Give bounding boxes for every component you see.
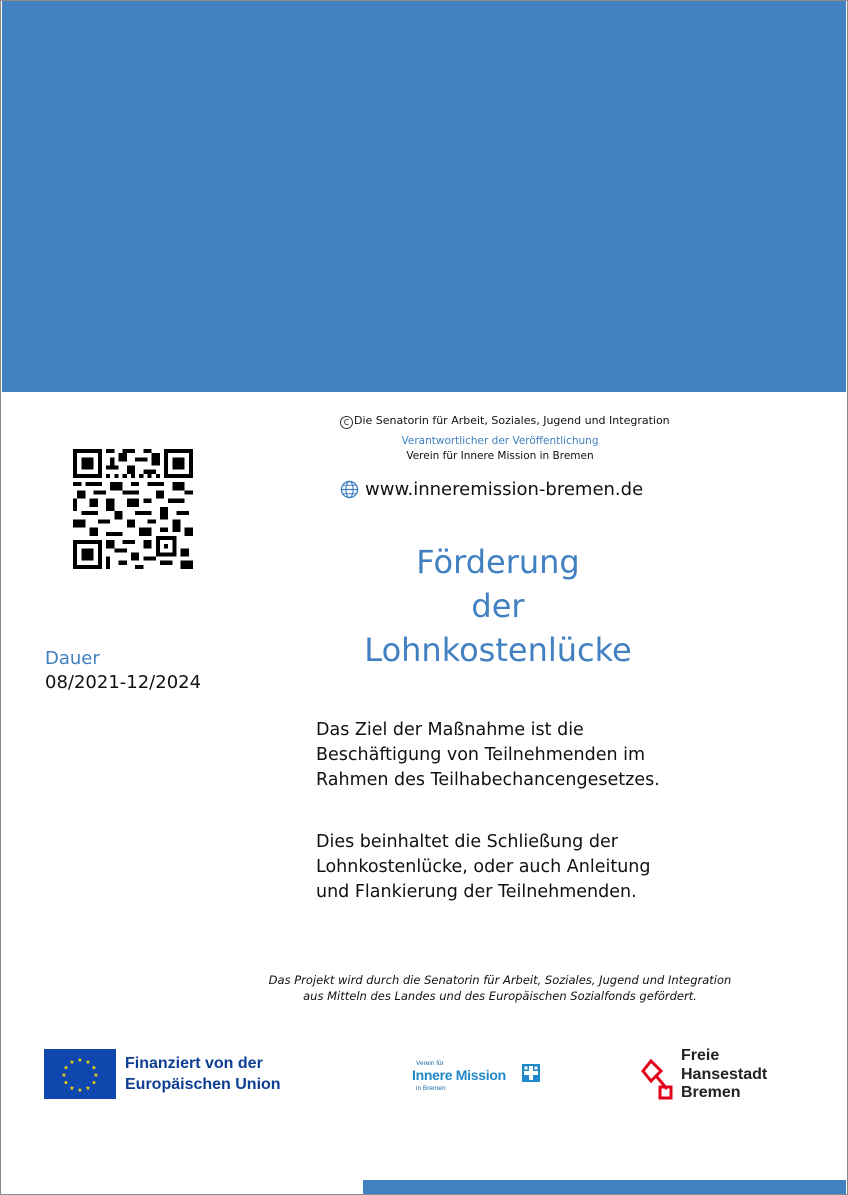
title-line-1: Förderung [416, 543, 580, 581]
svg-text:★: ★ [85, 1085, 91, 1092]
responsible-name: Verein für Innere Mission in Bremen [406, 450, 594, 462]
svg-text:★: ★ [63, 1079, 69, 1087]
globe-icon [340, 480, 359, 499]
svg-text:★: ★ [85, 1059, 91, 1066]
body-paragraph-1: Das Ziel der Maßnahme ist die Beschäftigung von Teilnehmenden im Rahmen des Teilhabechancengesetzes. [316, 720, 660, 790]
website-link[interactable]: www.inneremission-bremen.de [365, 479, 644, 500]
im-logo-bottom: in Bremen [416, 1085, 446, 1092]
funding-note [230, 972, 770, 1004]
eu-funding-text [125, 1053, 281, 1095]
page-title [300, 540, 696, 672]
eu-text-line-2: Europäischen Union [125, 1076, 281, 1093]
website-line[interactable] [340, 479, 643, 500]
eu-flag-icon [44, 1049, 116, 1099]
svg-text:★: ★ [69, 1085, 75, 1092]
svg-text:★: ★ [91, 1079, 97, 1087]
body-paragraph-2: Dies beinhaltet die Schließung der Lohnkostenlücke, oder auch Anleitung und Flankierung der Teilnehmenden. [316, 832, 651, 902]
svg-text:★: ★ [69, 1059, 75, 1066]
bottom-accent-bar [363, 1180, 846, 1194]
duration-label: Dauer [45, 648, 100, 669]
im-logo-main: Innere Mission [412, 1067, 506, 1083]
cover-image-area [2, 1, 846, 392]
bremen-line-3: Bremen [681, 1084, 741, 1101]
svg-text:★: ★ [77, 1057, 83, 1064]
bremen-text [681, 1047, 767, 1103]
svg-text:★: ★ [77, 1087, 83, 1094]
copyright-icon: C [340, 416, 353, 429]
eu-text-line-1: Finanziert von der [125, 1055, 263, 1072]
funding-line-1: Das Projekt wird durch die Senatorin für Arbeit, Soziales, Jugend und Integration [268, 973, 732, 987]
qr-code [73, 448, 193, 570]
svg-text:★: ★ [63, 1064, 69, 1072]
bremen-line-2: Hansestadt [681, 1065, 768, 1083]
bremen-logo [640, 1047, 790, 1105]
copyright-text: Die Senatorin für Arbeit, Soziales, Jugend und Integration [354, 414, 670, 427]
im-cross-icon [522, 1064, 540, 1082]
im-logo-top: Verein für [416, 1060, 444, 1067]
title-line-3: Lohnkostenlücke [364, 631, 632, 669]
svg-text:★: ★ [91, 1064, 97, 1072]
innere-mission-logo [412, 1060, 544, 1094]
svg-text:★: ★ [93, 1072, 99, 1079]
responsible-label: Verantwortlicher der Veröffentlichung [401, 435, 599, 447]
duration-value: 08/2021-12/2024 [45, 672, 202, 693]
bremen-line-1: Freie [681, 1047, 720, 1064]
bremen-key-icon [640, 1057, 674, 1101]
title-line-2: der [471, 587, 525, 625]
funding-line-2: aus Mitteln des Landes und des Europäischen Sozialfonds gefördert. [303, 989, 697, 1003]
svg-text:★: ★ [61, 1072, 67, 1079]
copyright-line [300, 414, 700, 429]
